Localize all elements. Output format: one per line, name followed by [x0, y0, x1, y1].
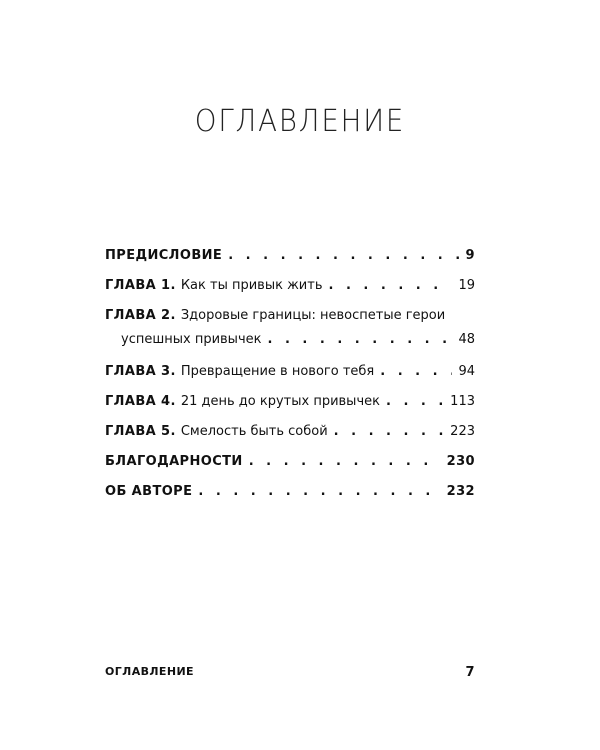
toc-entry-page: 230: [446, 454, 475, 469]
dot-leader: [228, 248, 459, 263]
toc-chapter-number: ГЛАВА 1.: [105, 278, 176, 293]
toc-entry-label: ПРЕДИСЛОВИЕ: [105, 248, 223, 263]
dot-leader: [249, 454, 441, 469]
dot-leader: [267, 332, 452, 347]
dot-leader: [334, 424, 445, 439]
toc-entry-page: 48: [458, 332, 475, 347]
toc-entry-label: Здоровые границы: невоспетые герои: [180, 308, 446, 323]
toc-entry-preface[interactable]: [105, 248, 475, 278]
page-number: 7: [465, 665, 475, 680]
dot-leader: [198, 484, 440, 499]
page-footer: [105, 665, 475, 680]
toc-entry-label: Смелость быть собой: [180, 424, 328, 439]
dot-leader: [380, 364, 452, 379]
toc-entry-chapter-1[interactable]: [105, 278, 475, 308]
toc-entry-page: 94: [458, 364, 475, 379]
toc-entry-page: 223: [450, 424, 475, 439]
toc-entry-label: ОБ АВТОРЕ: [105, 484, 193, 499]
toc-entry-acknowledgements[interactable]: [105, 454, 475, 484]
toc-chapter-number: ГЛАВА 2.: [105, 308, 176, 323]
page-title: ОГЛАВЛЕНИЕ: [194, 104, 406, 139]
dot-leader: [328, 278, 452, 293]
running-header-section: ОГЛАВЛЕНИЕ: [105, 665, 194, 678]
toc-entry-page: 113: [450, 394, 475, 409]
toc-entry-page: 19: [458, 278, 475, 293]
toc-entry-about-author[interactable]: [105, 484, 475, 514]
toc-entry-page: 232: [446, 484, 475, 499]
toc-entry-chapter-5[interactable]: [105, 424, 475, 454]
toc-entry-label: Превращение в нового тебя: [180, 364, 375, 379]
toc-chapter-number: ГЛАВА 3.: [105, 364, 176, 379]
dot-leader: [386, 394, 444, 409]
toc-entry-page: 9: [465, 248, 475, 263]
toc-chapter-number: ГЛАВА 5.: [105, 424, 176, 439]
toc-entry-label: БЛАГОДАРНОСТИ: [105, 454, 243, 469]
toc-entry-label-continued: успешных привычек: [121, 332, 262, 347]
toc-entry-chapter-4[interactable]: [105, 394, 475, 424]
toc-chapter-number: ГЛАВА 4.: [105, 394, 176, 409]
toc-entry-chapter-3[interactable]: [105, 364, 475, 394]
toc-entry-label: Как ты привык жить: [180, 278, 323, 293]
toc-entry-chapter-2[interactable]: [105, 308, 475, 364]
table-of-contents: [105, 248, 475, 514]
toc-entry-label: 21 день до крутых привычек: [180, 394, 380, 409]
